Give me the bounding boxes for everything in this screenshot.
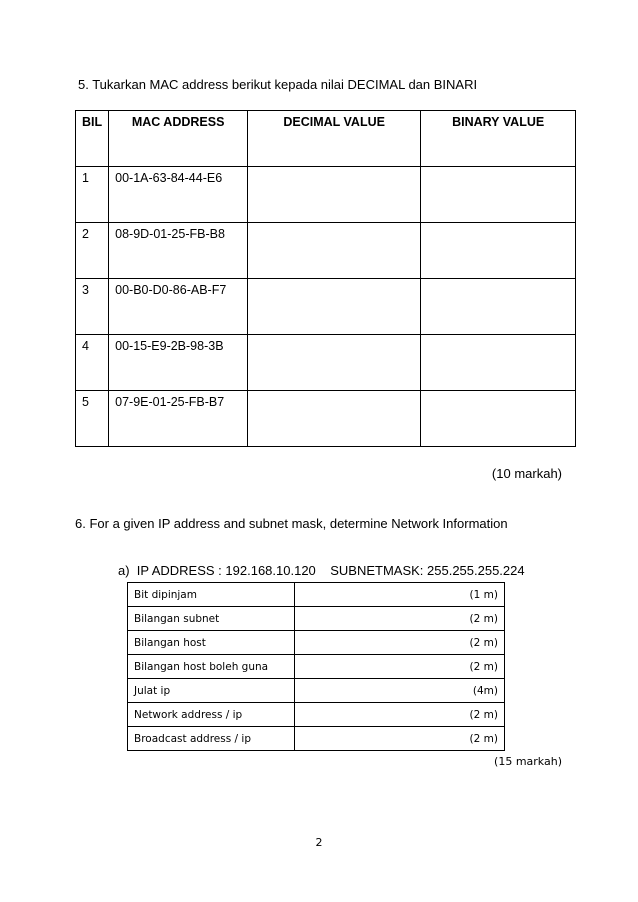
- table-row: [128, 631, 505, 655]
- row-bil: 2: [76, 223, 109, 279]
- table-row: [128, 583, 505, 607]
- row-mac-address: 00-B0-D0-86-AB-F7: [109, 279, 248, 335]
- table-row: [128, 655, 505, 679]
- question-5-marks: (10 markah): [491, 466, 562, 481]
- table-row: [76, 391, 576, 447]
- row-mark: (2 m): [295, 703, 505, 727]
- row-label: Julat ip: [128, 679, 295, 703]
- table-row: [76, 279, 576, 335]
- table-row: [128, 607, 505, 631]
- row-mac-address: 08-9D-01-25-FB-B8: [109, 223, 248, 279]
- row-label: Bit dipinjam: [128, 583, 295, 607]
- row-mark: (4m): [295, 679, 505, 703]
- header-mac-address: MAC ADDRESS: [109, 111, 248, 167]
- table-row: [128, 727, 505, 751]
- table-row: [76, 223, 576, 279]
- row-binary-value: [421, 167, 576, 223]
- row-decimal-value: [248, 167, 421, 223]
- header-binary-value: BINARY VALUE: [421, 111, 576, 167]
- row-decimal-value: [248, 223, 421, 279]
- row-label: Bilangan host: [128, 631, 295, 655]
- question-6a-ip-subnet: a) IP ADDRESS : 192.168.10.120 SUBNETMASK: 255.255.255.224: [118, 563, 525, 578]
- row-bil: 4: [76, 335, 109, 391]
- row-mark: (2 m): [295, 607, 505, 631]
- row-mark: (2 m): [295, 727, 505, 751]
- header-decimal-value: DECIMAL VALUE: [248, 111, 421, 167]
- row-label: Bilangan host boleh guna: [128, 655, 295, 679]
- row-mac-address: 07-9E-01-25-FB-B7: [109, 391, 248, 447]
- row-bil: 5: [76, 391, 109, 447]
- row-bil: 1: [76, 167, 109, 223]
- page-number: 2: [315, 836, 323, 849]
- row-decimal-value: [248, 335, 421, 391]
- question-5-title: 5. Tukarkan MAC address berikut kepada nilai DECIMAL dan BINARI: [78, 77, 478, 92]
- table-row: [76, 167, 576, 223]
- row-mac-address: 00-1A-63-84-44-E6: [109, 167, 248, 223]
- row-label: Network address / ip: [128, 703, 295, 727]
- row-mark: (2 m): [295, 655, 505, 679]
- row-decimal-value: [248, 391, 421, 447]
- table-header-row: [76, 111, 576, 167]
- row-binary-value: [421, 223, 576, 279]
- table-row: [128, 679, 505, 703]
- mac-address-table: [75, 110, 576, 447]
- row-mac-address: 00-15-E9-2B-98-3B: [109, 335, 248, 391]
- table-row: [76, 335, 576, 391]
- header-bil: BIL: [76, 111, 109, 167]
- table-row: [128, 703, 505, 727]
- question-6-title: 6. For a given IP address and subnet mask, determine Network Information: [75, 516, 508, 531]
- row-mark: (1 m): [295, 583, 505, 607]
- row-binary-value: [421, 279, 576, 335]
- row-label: Broadcast address / ip: [128, 727, 295, 751]
- question-6-marks: (15 markah): [494, 755, 562, 768]
- row-decimal-value: [248, 279, 421, 335]
- row-mark: (2 m): [295, 631, 505, 655]
- network-info-table: [127, 582, 505, 751]
- row-binary-value: [421, 391, 576, 447]
- row-label: Bilangan subnet: [128, 607, 295, 631]
- row-binary-value: [421, 335, 576, 391]
- row-bil: 3: [76, 279, 109, 335]
